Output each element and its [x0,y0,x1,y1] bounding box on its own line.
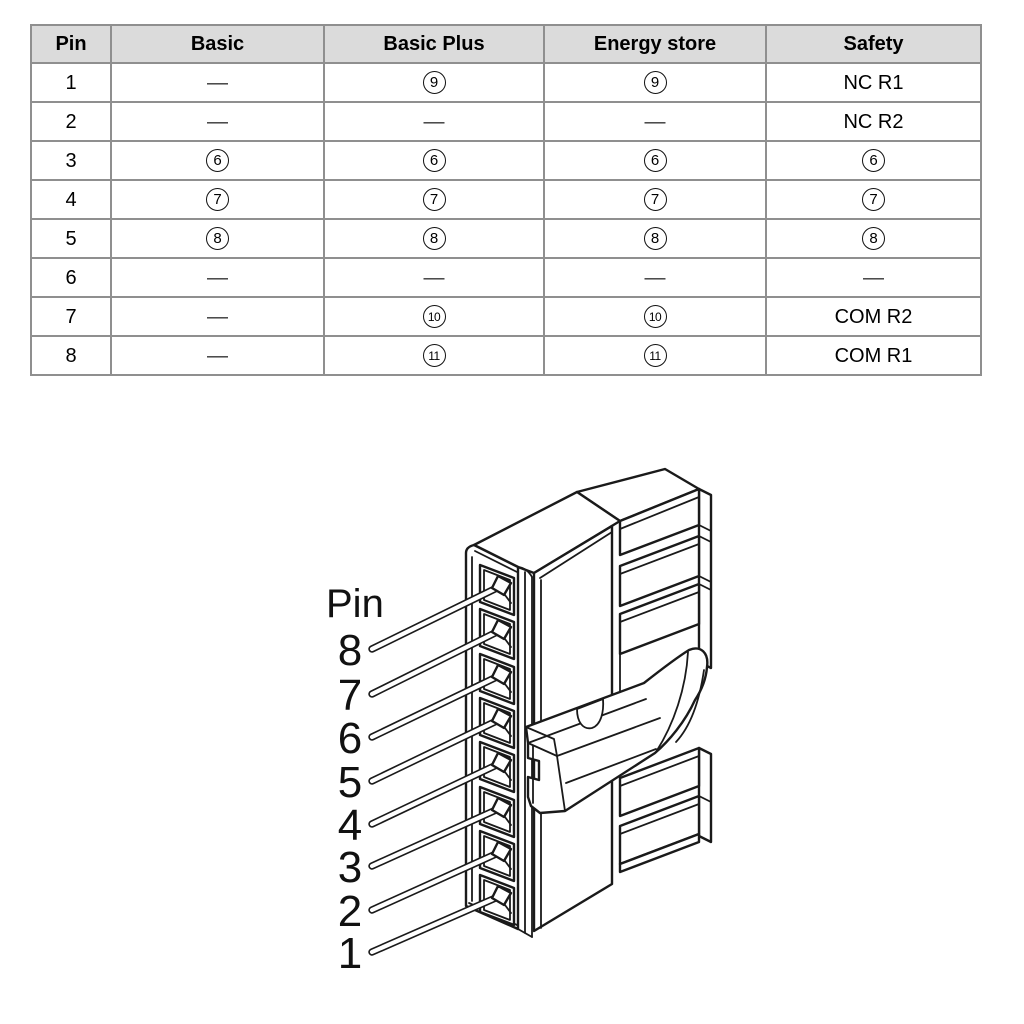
column-header: Basic Plus [324,25,544,63]
column-header: Energy store [544,25,766,63]
table-cell: COM R2 [766,297,981,336]
table-cell: 5 [31,219,111,258]
table-cell: — [544,258,766,297]
table-cell: — [766,258,981,297]
table-cell: NC R2 [766,102,981,141]
circled-number: 8 [644,227,667,250]
table-cell: — [324,258,544,297]
pin-label: 4 [337,801,363,850]
table-cell: 7 [31,297,111,336]
column-header: Pin [31,25,111,63]
table-cell: COM R1 [766,336,981,375]
table-cell: — [111,102,324,141]
circled-number: 8 [206,227,229,250]
pin-label: 1 [337,929,363,978]
circled-number: 7 [862,188,885,211]
circled-number: 6 [206,149,229,172]
table-cell: — [544,102,766,141]
circled-number: 9 [423,71,446,94]
table-cell: 4 [31,180,111,219]
table-cell: 3 [31,141,111,180]
pin-label: 8 [337,626,363,675]
pin-label: 2 [337,887,363,936]
table-cell: — [324,102,544,141]
table-cell: NC R1 [766,63,981,102]
circled-number: 6 [644,149,667,172]
circled-number: 8 [423,227,446,250]
table-cell: — [111,63,324,102]
pin-heading: Pin [326,582,384,626]
table-cell: 1 [31,63,111,102]
circled-number: 10 [644,305,667,328]
circled-number: 6 [862,149,885,172]
pin-label: 6 [337,714,363,763]
circled-number: 7 [206,188,229,211]
table-cell: 6 [31,258,111,297]
circled-number: 8 [862,227,885,250]
pin-label: 3 [337,843,363,892]
pin-label: 7 [337,671,363,720]
table-cell: 8 [31,336,111,375]
column-header: Basic [111,25,324,63]
table-cell: — [111,258,324,297]
table-cell: 2 [31,102,111,141]
circled-number: 7 [423,188,446,211]
circled-number: 11 [644,344,667,367]
circled-number: 10 [423,305,446,328]
table-cell: — [111,336,324,375]
circled-number: 7 [644,188,667,211]
circled-number: 11 [423,344,446,367]
circled-number: 6 [423,149,446,172]
table-cell: — [111,297,324,336]
column-header: Safety [766,25,981,63]
circled-number: 9 [644,71,667,94]
pin-label: 5 [337,758,363,807]
